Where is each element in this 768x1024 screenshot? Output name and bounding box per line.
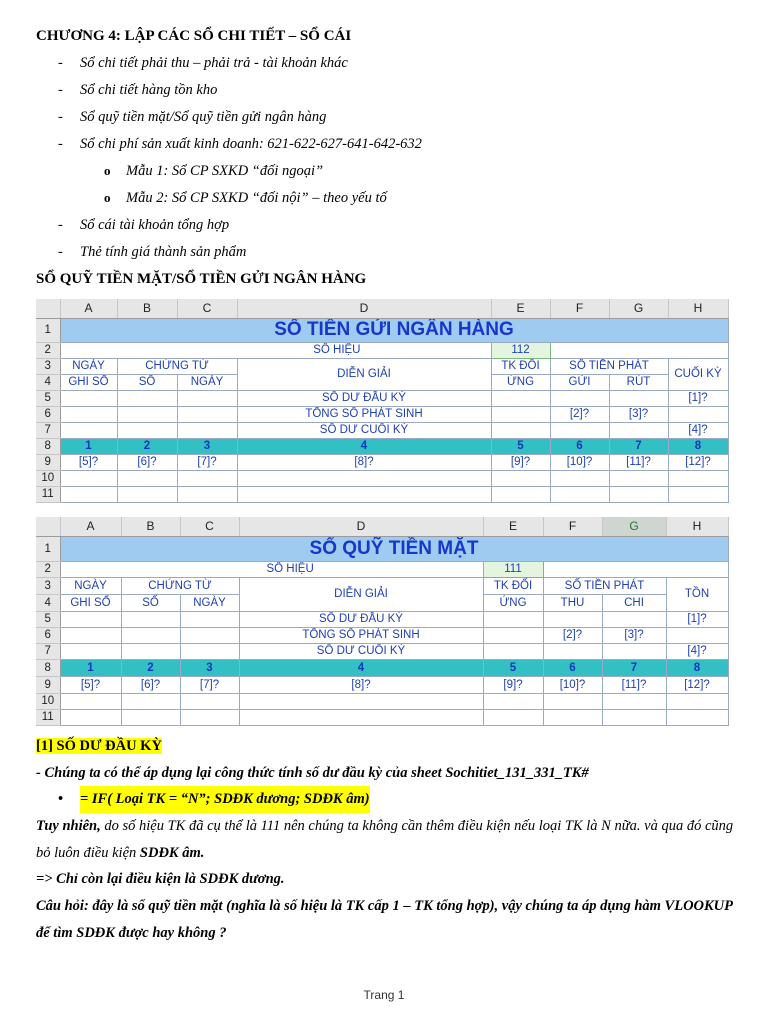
marker-cell[interactable]: [6]? — [121, 676, 180, 693]
header-cell[interactable]: SỐ TIỀN PHÁT — [543, 577, 666, 594]
column-header[interactable]: F — [543, 517, 602, 536]
row-header[interactable]: 11 — [36, 709, 60, 725]
account-number-label[interactable]: SỐ HIỆU — [60, 561, 483, 577]
row-header[interactable]: 5 — [36, 611, 60, 627]
header-cell[interactable]: ỨNG — [491, 374, 550, 390]
header-cell[interactable]: CHỨNG TỪ — [117, 358, 237, 374]
chapter-heading: CHƯƠNG 4: LẬP CÁC SỔ CHI TIẾT – SỔ CÁI — [36, 28, 352, 44]
sheet-title[interactable]: SỔ QUỸ TIỀN MẶT — [60, 536, 728, 561]
account-number-cell[interactable]: 111 — [483, 561, 543, 577]
column-number[interactable]: 2 — [117, 438, 177, 454]
column-header[interactable]: F — [550, 299, 609, 318]
marker-cell[interactable]: [2]? — [550, 406, 609, 422]
list-marker: - — [58, 109, 63, 125]
paragraph: - Chúng ta có thể áp dụng lại công thức tính số dư đầu kỳ của sheet Sochitiet_131_331_TK# — [36, 765, 589, 781]
header-cell[interactable]: THU — [543, 594, 602, 611]
header-cell[interactable]: NGÀY — [60, 577, 121, 594]
marker-cell[interactable]: [5]? — [60, 454, 117, 470]
column-header[interactable]: G — [609, 299, 668, 318]
marker-cell[interactable]: [10]? — [543, 676, 602, 693]
list-marker: - — [58, 136, 63, 152]
header-cell[interactable]: ỨNG — [483, 594, 543, 611]
column-number[interactable]: 8 — [668, 438, 728, 454]
row-header[interactable]: 9 — [36, 676, 60, 693]
list-subitem: o Mẫu 1: Sổ CP SXKD “đối ngoại” — [58, 160, 738, 187]
column-number[interactable]: 3 — [177, 438, 237, 454]
marker-cell[interactable]: [7]? — [180, 676, 239, 693]
bullet-dot: • — [58, 791, 64, 807]
marker-cell[interactable]: [3]? — [602, 627, 666, 643]
row-header[interactable]: 10 — [36, 470, 60, 486]
column-header[interactable]: H — [666, 517, 728, 536]
row-header[interactable]: 4 — [36, 594, 60, 611]
header-cell[interactable]: SỐ TIỀN PHÁT — [550, 358, 668, 374]
row-header[interactable]: 2 — [36, 561, 60, 577]
account-number-cell[interactable]: 112 — [491, 342, 550, 358]
list-marker: o — [104, 163, 111, 178]
column-header-row — [36, 299, 728, 318]
sheet-title[interactable]: SỔ TIỀN GỬI NGÂN HÀNG — [60, 318, 728, 342]
header-cell[interactable]: NGÀY — [180, 594, 239, 611]
header-cell[interactable]: CUỐI KỲ — [668, 358, 728, 390]
list-marker: - — [58, 217, 63, 233]
marker-cell[interactable]: [10]? — [550, 454, 609, 470]
header-cell[interactable]: CHI — [602, 594, 666, 611]
header-cell[interactable]: CHỨNG TỪ — [121, 577, 239, 594]
list-item: - Sổ cái tài khoản tổng hợp — [58, 214, 738, 241]
marker-cell[interactable]: [6]? — [117, 454, 177, 470]
closing-balance-label[interactable]: SỐ DƯ CUỐI KỲ — [237, 422, 491, 438]
header-cell[interactable]: SỐ — [117, 374, 177, 390]
marker-cell[interactable]: [5]? — [60, 676, 121, 693]
marker-cell[interactable]: [4]? — [666, 643, 728, 659]
cash-ledger-sheet — [36, 517, 728, 726]
bank-ledger-sheet — [36, 299, 728, 503]
marker-cell[interactable]: [7]? — [177, 454, 237, 470]
column-number[interactable]: 6 — [543, 659, 602, 676]
question-paragraph: Câu hỏi: đây là sổ quỹ tiền mặt (nghĩa là số hiệu là TK cấp 1 – TK tổng hợp), vậy chúng ta áp dụng hàm VLOOKUP để tìm SDĐK được hay không ? — [36, 898, 733, 941]
list-item: - Sổ chi phí sản xuất kinh doanh: 621-622-627-641-642-632 — [58, 133, 738, 160]
column-number[interactable]: 2 — [121, 659, 180, 676]
list-marker: - — [58, 244, 63, 260]
header-cell[interactable]: GỬI — [550, 374, 609, 390]
list-marker: - — [58, 55, 63, 71]
row-header[interactable]: 2 — [36, 342, 60, 358]
paragraph: => Chỉ còn lại điều kiện là SDĐK dương. — [36, 871, 285, 887]
opening-balance-label[interactable]: SỐ DƯ ĐẦU KỲ — [239, 611, 483, 627]
column-number[interactable]: 4 — [237, 438, 491, 454]
row-header[interactable]: 10 — [36, 693, 60, 709]
column-header[interactable]: A — [60, 517, 121, 536]
column-header[interactable]: H — [668, 299, 728, 318]
row-header[interactable]: 9 — [36, 454, 60, 470]
list-subitem: o Mẫu 2: Sổ CP SXKD “đối nội” – theo yếu tố — [58, 187, 738, 214]
header-cell[interactable]: TK ĐỐI — [483, 577, 543, 594]
column-header[interactable]: C — [177, 299, 237, 318]
column-number[interactable]: 6 — [550, 438, 609, 454]
header-cell[interactable]: NGÀY — [177, 374, 237, 390]
column-number[interactable]: 3 — [180, 659, 239, 676]
header-cell[interactable]: SỐ — [121, 594, 180, 611]
column-header[interactable]: D — [237, 299, 491, 318]
row-header[interactable]: 7 — [36, 422, 60, 438]
column-header-selected[interactable]: G — [602, 517, 666, 536]
row-header[interactable]: 4 — [36, 374, 60, 390]
row-header[interactable]: 1 — [36, 536, 60, 561]
marker-cell[interactable]: [8]? — [237, 454, 491, 470]
row-header[interactable]: 8 — [36, 438, 60, 454]
row-header[interactable]: 6 — [36, 627, 60, 643]
column-header[interactable]: C — [180, 517, 239, 536]
list-item: - Sổ chi tiết hàng tồn kho — [58, 79, 738, 106]
header-cell[interactable]: DIỄN GIẢI — [237, 358, 491, 390]
page-number: Trang 1 — [363, 988, 405, 1002]
column-number[interactable]: 4 — [239, 659, 483, 676]
marker-cell[interactable]: [11]? — [602, 676, 666, 693]
header-cell[interactable]: DIỄN GIẢI — [239, 577, 483, 611]
row-header[interactable]: 11 — [36, 486, 60, 502]
list-item: - Sổ chi tiết phải thu – phải trả - tài khoản khác — [58, 52, 738, 79]
column-number[interactable]: 7 — [602, 659, 666, 676]
paragraph: Tuy nhiên, do số hiệu TK đã cụ thể là 111 nên chúng ta không cần thêm điều kiện nếu loại TK là N nữa. và qua đó cũng bỏ luôn điều kiện SDĐK âm. — [36, 818, 734, 861]
column-number[interactable]: 5 — [491, 438, 550, 454]
column-header[interactable]: E — [491, 299, 550, 318]
formula-text: = IF( Loại TK = “N”; SDĐK dương; SDĐK âm) — [80, 786, 370, 813]
marker-cell[interactable]: [1]? — [666, 611, 728, 627]
header-cell[interactable]: GHI SỔ — [60, 594, 121, 611]
column-header[interactable]: B — [121, 517, 180, 536]
column-header[interactable]: A — [60, 299, 117, 318]
column-number[interactable]: 7 — [609, 438, 668, 454]
header-cell[interactable]: TỒN — [666, 577, 728, 611]
column-number[interactable]: 5 — [483, 659, 543, 676]
list-item: - Thẻ tính giá thành sản phẩm — [58, 241, 738, 268]
marker-cell[interactable]: [12]? — [668, 454, 728, 470]
marker-cell[interactable]: [9]? — [483, 676, 543, 693]
select-all-corner[interactable] — [36, 299, 60, 318]
marker-cell[interactable]: [1]? — [668, 390, 728, 406]
column-header-row — [36, 517, 728, 536]
marker-cell[interactable]: [8]? — [239, 676, 483, 693]
topic-list — [58, 52, 738, 268]
row-header[interactable]: 5 — [36, 390, 60, 406]
marker-cell[interactable]: [11]? — [609, 454, 668, 470]
row-header[interactable]: 3 — [36, 577, 60, 594]
select-all-corner[interactable] — [36, 517, 60, 536]
list-marker: - — [58, 82, 63, 98]
row-header[interactable]: 1 — [36, 318, 60, 342]
subsection-heading: [1] SỐ DƯ ĐẦU KỲ — [36, 738, 162, 754]
total-label[interactable]: TỔNG SỐ PHÁT SINH — [239, 627, 483, 643]
closing-balance-label[interactable]: SỐ DƯ CUỐI KỲ — [239, 643, 483, 659]
header-cell[interactable]: NGÀY — [60, 358, 117, 374]
opening-balance-label[interactable]: SỐ DƯ ĐẦU KỲ — [237, 390, 491, 406]
column-header[interactable]: E — [483, 517, 543, 536]
total-label[interactable]: TỔNG SỐ PHÁT SINH — [237, 406, 491, 422]
row-header[interactable]: 7 — [36, 643, 60, 659]
marker-cell[interactable]: [4]? — [668, 422, 728, 438]
column-header[interactable]: D — [239, 517, 483, 536]
row-header[interactable]: 6 — [36, 406, 60, 422]
list-item: - Sổ quỹ tiền mặt/Sổ quỹ tiền gửi ngân hàng — [58, 106, 738, 133]
column-number[interactable]: 1 — [60, 659, 121, 676]
marker-cell[interactable]: [9]? — [491, 454, 550, 470]
row-header[interactable]: 8 — [36, 659, 60, 676]
marker-cell[interactable]: [12]? — [666, 676, 728, 693]
section-title: SỔ QUỸ TIỀN MẶT/SỔ TIỀN GỬI NGÂN HÀNG — [36, 271, 367, 287]
header-cell[interactable]: RÚT — [609, 374, 668, 390]
marker-cell[interactable]: [3]? — [609, 406, 668, 422]
account-number-label[interactable]: SỐ HIỆU — [60, 342, 491, 358]
header-cell[interactable]: GHI SỔ — [60, 374, 117, 390]
row-header[interactable]: 3 — [36, 358, 60, 374]
column-number[interactable]: 1 — [60, 438, 117, 454]
column-header[interactable]: B — [117, 299, 177, 318]
list-marker: o — [104, 190, 111, 205]
marker-cell[interactable]: [2]? — [543, 627, 602, 643]
column-number[interactable]: 8 — [666, 659, 728, 676]
header-cell[interactable]: TK ĐỐI — [491, 358, 550, 374]
